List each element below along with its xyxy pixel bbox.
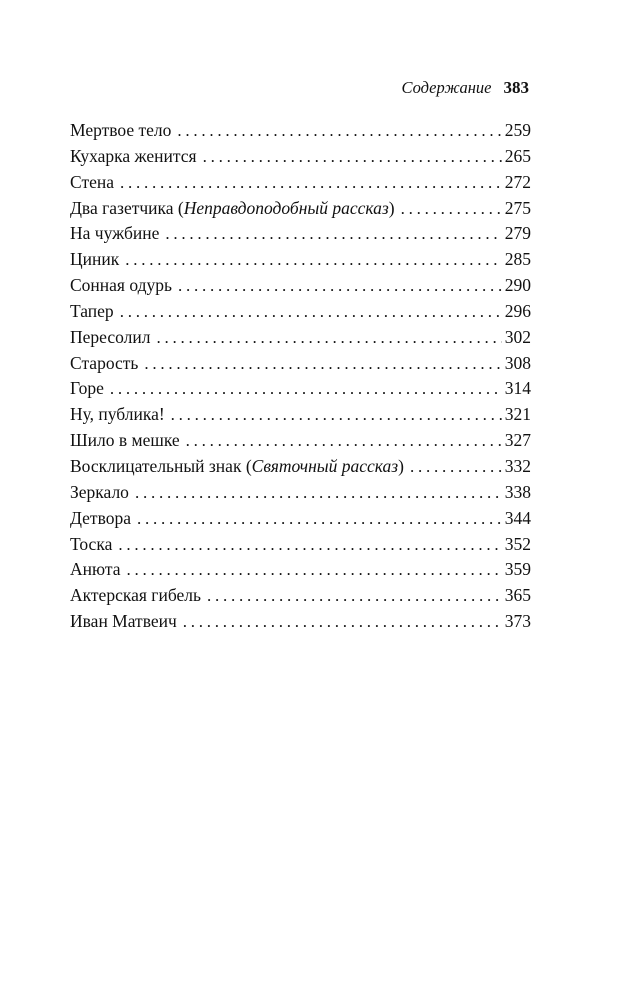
toc-entry <box>70 376 531 402</box>
toc-entry-subtitle: Святочный рассказ <box>251 455 399 476</box>
toc-entry-title: Старость <box>70 352 139 373</box>
toc-entry-page: 290 <box>504 275 531 296</box>
toc-entry-title <box>70 454 404 480</box>
toc-leader-dots <box>120 299 502 325</box>
toc-entry-title: Ну, публика! <box>70 404 165 425</box>
toc-leader-dots <box>178 273 502 299</box>
toc-entry-title: Циник <box>70 249 120 270</box>
toc-entry-page: 373 <box>504 611 531 632</box>
toc-entry <box>70 428 531 454</box>
toc-leader-dots <box>207 583 502 609</box>
toc-entry <box>70 273 531 299</box>
toc-entry-page: 344 <box>504 507 531 528</box>
toc-entry-page: 338 <box>504 481 531 502</box>
toc-entry <box>70 351 531 377</box>
toc-entry-page: 365 <box>504 585 531 606</box>
toc-entry <box>70 402 531 428</box>
toc-entry-page: 285 <box>504 249 531 270</box>
toc-entry-page: 308 <box>504 352 531 373</box>
toc-entry-page: 327 <box>504 430 531 451</box>
toc-entry-page: 332 <box>504 455 531 476</box>
toc-entry-page: 302 <box>504 326 531 347</box>
toc-leader-dots <box>183 609 502 635</box>
toc-entry <box>70 506 531 532</box>
toc-entry <box>70 144 531 170</box>
toc-entry-title-close: ) <box>388 197 395 218</box>
toc-entry <box>70 196 531 222</box>
toc-leader-dots <box>125 247 502 273</box>
toc-entry-page: 272 <box>504 171 531 192</box>
toc-entry-title: Актерская гибель <box>70 585 201 606</box>
toc-leader-dots <box>137 506 502 532</box>
toc-entry-title: Анюта <box>70 559 121 580</box>
toc-leader-dots <box>401 196 502 222</box>
toc-entry <box>70 170 531 196</box>
toc-leader-dots <box>203 144 502 170</box>
toc-entry-page: 296 <box>504 300 531 321</box>
toc-entry <box>70 583 531 609</box>
toc-entry <box>70 454 531 480</box>
toc-entry <box>70 532 531 558</box>
toc-entry-title: На чужбине <box>70 223 160 244</box>
toc-entry-page: 275 <box>504 197 531 218</box>
toc-entry-page: 279 <box>504 223 531 244</box>
toc-entry-title: Зеркало <box>70 481 129 502</box>
toc-entry-title: Иван Матвеич <box>70 611 177 632</box>
toc-entry-page: 352 <box>504 533 531 554</box>
toc-entry-page: 314 <box>504 378 531 399</box>
toc-leader-dots <box>118 532 501 558</box>
section-title: Содержание <box>401 78 492 97</box>
toc-entry <box>70 221 531 247</box>
toc-leader-dots <box>171 402 502 428</box>
toc-entry <box>70 609 531 635</box>
toc-leader-dots <box>410 454 502 480</box>
toc-entry <box>70 325 531 351</box>
page-number: 383 <box>503 78 529 97</box>
toc-leader-dots <box>186 428 502 454</box>
toc-entry-page: 321 <box>504 404 531 425</box>
toc-leader-dots <box>120 170 502 196</box>
toc-entry-title: Детвора <box>70 507 131 528</box>
toc-entry-title: Мертвое тело <box>70 120 172 140</box>
toc-entry-title-close: ) <box>398 455 404 476</box>
toc-entry-title: Шило в мешке <box>70 430 180 451</box>
toc-entry <box>70 118 531 144</box>
toc-entry-title: Тоска <box>70 533 113 554</box>
toc-leader-dots <box>135 480 502 506</box>
toc-entry-title: Стена <box>70 171 114 192</box>
toc-entry-page: 259 <box>504 120 531 140</box>
table-of-contents <box>70 118 531 635</box>
toc-entry-subtitle: Неправдоподобный рассказ <box>183 197 389 218</box>
toc-entry <box>70 480 531 506</box>
toc-leader-dots <box>165 221 501 247</box>
toc-leader-dots <box>156 325 501 351</box>
toc-leader-dots <box>126 557 501 583</box>
toc-entry <box>70 247 531 273</box>
toc-entry-title: Пересолил <box>70 326 151 347</box>
toc-leader-dots <box>144 351 501 377</box>
toc-entry-page: 359 <box>504 559 531 580</box>
toc-entry-title: Горе <box>70 378 104 399</box>
toc-entry-page: 265 <box>504 145 531 166</box>
running-head <box>401 76 529 100</box>
toc-entry-title: Кухарка женится <box>70 145 197 166</box>
toc-entry-title-main: Два газетчика ( <box>70 197 184 218</box>
toc-leader-dots <box>177 118 501 144</box>
toc-leader-dots <box>110 376 502 402</box>
toc-entry-title-main: Восклицательный знак ( <box>70 455 252 476</box>
toc-entry-title: Сонная одурь <box>70 275 172 296</box>
toc-entry <box>70 299 531 325</box>
toc-entry-title <box>70 196 395 222</box>
toc-entry-title: Тапер <box>70 300 114 321</box>
toc-entry <box>70 557 531 583</box>
